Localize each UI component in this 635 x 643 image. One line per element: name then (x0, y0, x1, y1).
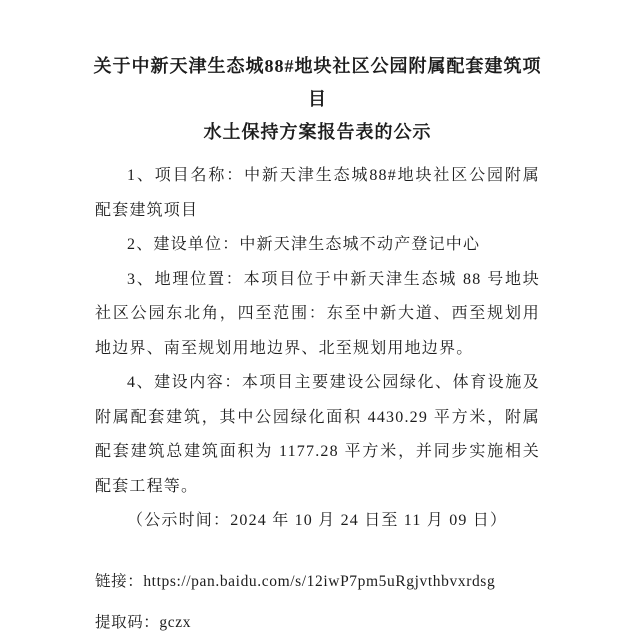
paragraph-construction-unit: 2、建设单位：中新天津生态城不动产登记中心 (127, 236, 481, 253)
paragraph-project-name: 1、项目名称：中新天津生态城88#地块社区公园附属配套建筑项目 (95, 167, 540, 219)
link-line (95, 561, 540, 602)
pan-baidu-link-url: https://pan.baidu.com/s/12iwP7pm5uRgjvthbvxrdsg (143, 572, 496, 590)
title-line-1: 关于中新天津生态城88#地块社区公园附属配套建筑项目 (93, 56, 542, 109)
extraction-code-label: 提取码： (95, 613, 160, 631)
extraction-code-line (95, 602, 540, 643)
paragraph-construction-content: 4、建设内容：本项目主要建设公园绿化、体育设施及附属配套建筑，其中公园绿化面积 4430.29 平方米，附属配套建筑总建筑面积为 1177.28 平方米，并同步实施相关配套工程等。 (95, 374, 540, 495)
title-line-2: 水土保持方案报告表的公示 (203, 122, 432, 142)
paragraph-notice-period: （公示时间：2024 年 10 月 24 日至 11 月 09 日） (127, 512, 508, 529)
notice-footer (95, 561, 540, 643)
notice-body (95, 159, 540, 539)
extraction-code-value: gczx (159, 613, 192, 631)
paragraph-location: 3、地理位置：本项目位于中新天津生态城 88 号地块社区公园东北角，四至范围：东至中新大道、西至规划用地边界、南至规划用地边界、北至规划用地边界。 (95, 270, 540, 357)
notice-title (85, 50, 550, 149)
link-label: 链接： (95, 572, 144, 590)
